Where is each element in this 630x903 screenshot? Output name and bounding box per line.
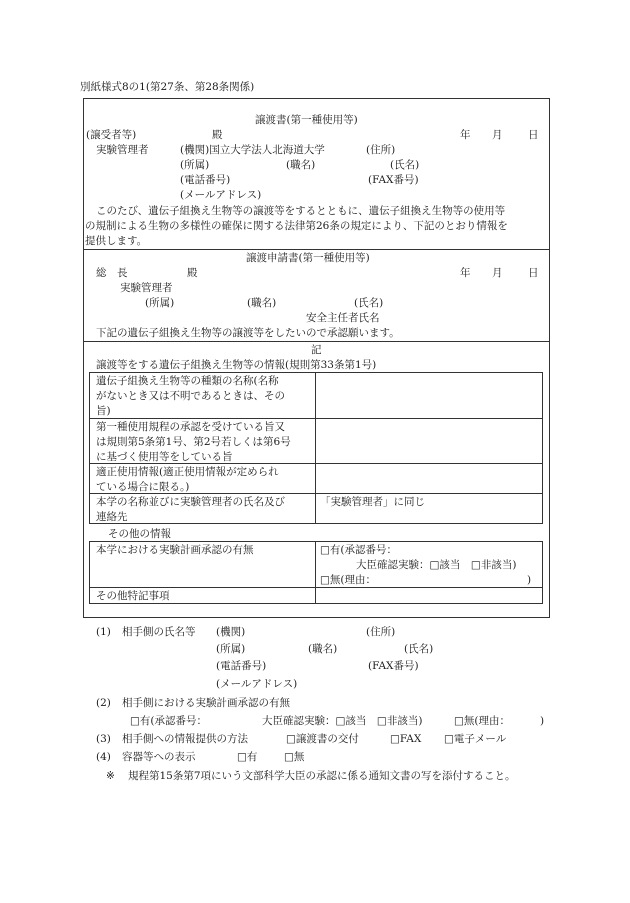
position-label: (職名) xyxy=(286,159,316,171)
row2-label-l1: 第一種使用規程の承認を受けている旨又 xyxy=(96,421,285,433)
row4-label-l1: 本学の名称並びに実験管理者の氏名及び xyxy=(96,496,285,508)
row4-label-l2: 連絡先 xyxy=(96,511,128,523)
item2-minister: 大臣確認実験：□該当 □非該当) xyxy=(262,715,423,727)
address-label: (住所) xyxy=(366,144,396,156)
safety-officer-label: 安全主任者氏名 xyxy=(306,312,380,324)
item1-num: (1) xyxy=(96,626,111,638)
table-row-line xyxy=(89,587,543,588)
remarks-label: その他特記事項 xyxy=(96,590,170,602)
table-row-line xyxy=(89,493,543,494)
approval-label: 本学における実験計画承認の有無 xyxy=(96,544,254,556)
approval-close: ) xyxy=(527,574,532,586)
ki-label: 記 xyxy=(311,344,322,356)
info-heading: 譲渡等をする遺伝子組換え生物等の情報(規則第33条第1号) xyxy=(96,359,377,371)
item1-label: 相手側の氏名等 xyxy=(122,626,196,638)
notice-year: 年 xyxy=(460,129,471,141)
item1-org: (機関) xyxy=(216,626,246,638)
org-label: (機関)国立大学法人北海道大学 xyxy=(180,144,325,156)
application-request: 下記の遺伝子組換え生物等の譲渡等をしたいので承認願います。 xyxy=(96,327,400,339)
form-frame xyxy=(83,98,550,618)
item3-label: 相手側への情報提供の方法 xyxy=(122,733,248,745)
application-manager: 実験管理者 xyxy=(120,282,173,294)
row3-label-l1: 適正使用情報(適正使用情報が定められ xyxy=(96,466,279,478)
dept-label: (所属) xyxy=(180,159,210,171)
row2-label-l2: は規則第5条第1号、第2号若しくは第6号 xyxy=(96,436,291,448)
item3-num: (3) xyxy=(96,733,111,745)
row3-label-l2: ている場合に限る。) xyxy=(96,481,190,493)
item1-name: (氏名) xyxy=(404,643,434,655)
approval-minister: 大臣確認実験：□該当 □非該当) xyxy=(356,559,517,571)
name-label: (氏名) xyxy=(390,159,420,171)
table-row-line xyxy=(89,463,543,464)
notice-title: 譲渡書(第一種使用等) xyxy=(255,114,358,126)
application-title: 譲渡申請書(第一種使用等) xyxy=(246,252,370,264)
row1-label-l2: がないとき又は不明であるときは、その xyxy=(96,390,285,402)
application-dono: 殿 xyxy=(187,267,198,279)
table-divider xyxy=(315,372,316,524)
application-dept: (所属) xyxy=(145,297,175,309)
item3-opt-document: □譲渡書の交付 xyxy=(286,733,359,745)
approval-yes: □有(承認番号： xyxy=(320,544,398,556)
item1-fax: (FAX番号) xyxy=(368,660,419,672)
application-year: 年 xyxy=(460,267,471,279)
item2-close: ) xyxy=(540,715,545,727)
application-name: (氏名) xyxy=(354,297,384,309)
item2-num: (2) xyxy=(96,697,111,709)
section-divider xyxy=(83,341,550,342)
email-label: (メールアドレス) xyxy=(180,189,262,201)
row4-value: 「実験管理者」に同じ xyxy=(320,496,425,508)
form-label: 別紙様式8の1(第27条、第28条関係) xyxy=(80,81,255,93)
item4-num: (4) xyxy=(96,751,111,763)
notice-month: 月 xyxy=(492,129,503,141)
item1-position: (職名) xyxy=(308,643,338,655)
application-to: 総 長 xyxy=(96,267,128,279)
table-row-line xyxy=(89,418,543,419)
item4-no: □無 xyxy=(284,751,305,763)
item1-address: (住所) xyxy=(366,626,396,638)
row1-label-l1: 遺伝子組換え生物等の種類の名称(名称 xyxy=(96,375,279,387)
approval-no: □無(理由： xyxy=(320,574,377,586)
item4-label: 容器等への表示 xyxy=(122,751,196,763)
item1-email: (メールアドレス) xyxy=(216,678,298,690)
notice-day: 日 xyxy=(528,129,539,141)
manager-label: 実験管理者 xyxy=(96,144,149,156)
item2-yes: □有(承認番号： xyxy=(130,715,208,727)
notice-body-line1: このたび、遺伝子組換え生物等の譲渡等をするとともに、遺伝子組換え生物等の使用等 xyxy=(96,205,506,217)
row2-label-l3: に基づく使用等をしている旨 xyxy=(96,451,233,463)
application-month: 月 xyxy=(492,267,503,279)
recipient-label: (譲受者等) xyxy=(86,129,137,141)
note-mark: ※ xyxy=(106,770,115,782)
item1-phone: (電話番号) xyxy=(216,660,267,672)
phone-label: (電話番号) xyxy=(180,174,231,186)
recipient-dono: 殿 xyxy=(212,129,223,141)
item3-opt-fax: □FAX xyxy=(390,733,422,745)
application-day: 日 xyxy=(528,267,539,279)
notice-body-line3: 提供します。 xyxy=(85,235,148,247)
fax-label: (FAX番号) xyxy=(368,174,419,186)
section-divider xyxy=(83,249,550,250)
notice-body-line2: の規制による生物の多様性の確保に関する法律第26条の規定により、下記のとおり情報を xyxy=(85,220,508,232)
application-position: (職名) xyxy=(247,297,277,309)
other-heading: その他の情報 xyxy=(108,528,171,540)
item1-dept: (所属) xyxy=(216,643,246,655)
item2-label: 相手側における実験計画承認の有無 xyxy=(122,697,290,709)
item2-no: □無(理由： xyxy=(454,715,511,727)
item3-opt-email: □電子メール xyxy=(444,733,507,745)
item4-yes: □有 xyxy=(237,751,258,763)
row1-label-l3: 旨) xyxy=(96,405,111,417)
note-text: 規程第15条第7項にいう文部科学大臣の承認に係る通知文書の写を添付すること。 xyxy=(128,770,516,782)
table-divider xyxy=(315,541,316,604)
